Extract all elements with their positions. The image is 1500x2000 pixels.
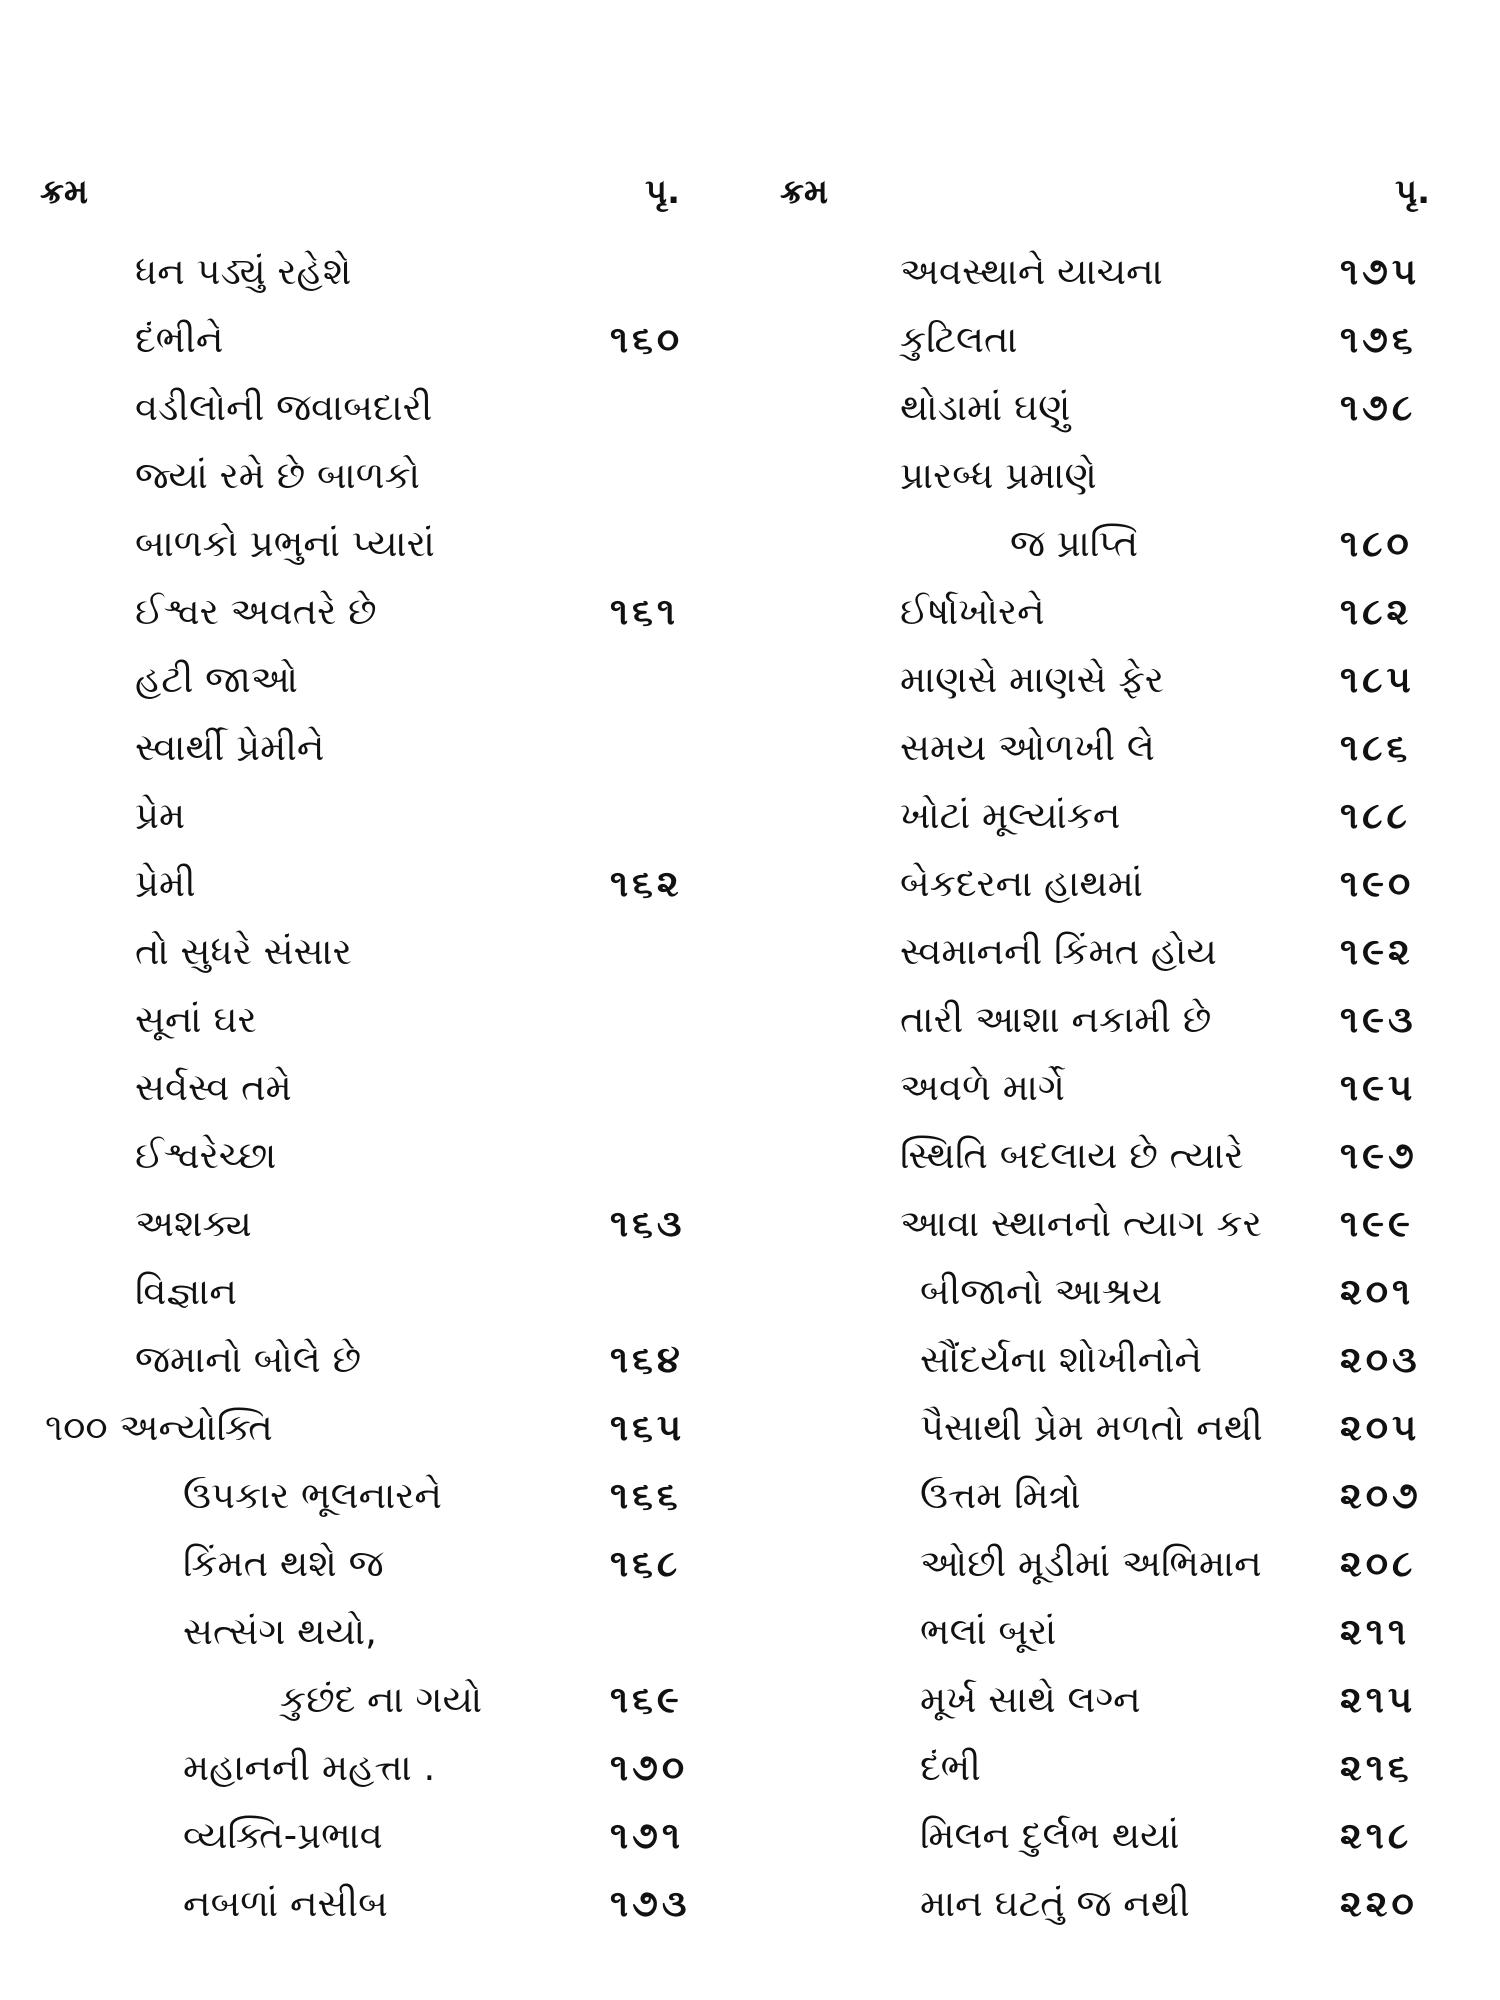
entry-title: મહાનની મહત્તા .: [183, 1746, 436, 1789]
entry-page-number: ૧૮૨: [1340, 590, 1413, 633]
entry-title: પૈસાથી પ્રેમ મળતો નથી: [920, 1406, 1263, 1449]
entry-page-number: ૧૯૯: [1340, 1202, 1414, 1245]
entry-title: ભલાં બૂરાં: [920, 1610, 1057, 1653]
entry-page-number: ૧૬૪: [610, 1338, 684, 1381]
entry-page-number: ૧૭૬: [1340, 318, 1417, 361]
entry-title: અવસ્થાને યાચના: [900, 250, 1163, 293]
entry-title: વિજ્ઞાન: [135, 1270, 237, 1313]
entry-page-number: ૨૧૧: [1340, 1610, 1410, 1653]
entry-page-number: ૧૬૬: [610, 1474, 682, 1517]
entry-page-number: ૧૭૩: [610, 1882, 691, 1925]
entry-title: બાળકો પ્રભુનાં પ્યારાં: [135, 522, 435, 565]
entry-title: ઉપકાર ભૂલનારને: [183, 1474, 442, 1517]
entry-page-number: ૧૭૧: [610, 1814, 684, 1857]
entry-page-number: ૧૬૯: [610, 1678, 683, 1721]
entry-page-number: ૧૮૫: [1340, 658, 1415, 701]
entry-page-number: ૨૨૦: [1340, 1882, 1418, 1925]
entry-title: ૧૦૦ અન્યોક્તિ: [45, 1406, 273, 1449]
entry-title: માણસે માણસે ફેર: [900, 658, 1164, 701]
entry-page-number: ૧૬૦: [610, 318, 684, 361]
entry-title: કિંમત થશે જ: [183, 1542, 384, 1585]
entry-page-number: ૨૧૬: [1340, 1746, 1413, 1789]
entry-title: માન ઘટતું જ નથી: [920, 1882, 1190, 1925]
entry-title: આવા સ્થાનનો ત્યાગ કર: [900, 1202, 1262, 1245]
entry-page-number: ૧૬૧: [610, 590, 679, 633]
entry-page-number: ૧૬૨: [610, 862, 683, 905]
entry-title: બેકદરના હાથમાં: [900, 862, 1143, 905]
entry-title: વડીલોની જવાબદારી: [135, 386, 433, 429]
entry-title: સૂનાં ઘર: [135, 998, 257, 1041]
entry-page-number: ૨૦૫: [1340, 1406, 1421, 1449]
entry-title: જમાનો બોલે છે: [135, 1338, 362, 1381]
left-page-header: પૃ.: [645, 172, 680, 212]
entry-title: જ્યાં રમે છે બાળકો: [135, 454, 420, 497]
entry-title: વ્યક્તિ-પ્રભાવ: [183, 1814, 383, 1857]
entry-title: કુટિલતા: [900, 318, 1018, 361]
entry-page-number: ૧૭૮: [1340, 386, 1417, 429]
entry-title: સ્વમાનની કિંમત હોય: [900, 930, 1217, 973]
entry-title: અવળે માર્ગે: [900, 1066, 1065, 1109]
entry-title: તો સુધરે સંસાર: [135, 930, 352, 973]
right-kram-header: ક્રમ: [780, 172, 829, 212]
entry-page-number: ૧૮૦: [1340, 522, 1413, 565]
entry-page-number: ૧૯૨: [1340, 930, 1414, 973]
entry-title: પ્રારબ્ધ પ્રમાણે: [900, 454, 1097, 497]
entry-page-number: ૧૯૫: [1340, 1066, 1417, 1109]
entry-page-number: ૧૭૦: [610, 1746, 689, 1789]
entry-page-number: ૧૮૮: [1340, 794, 1411, 837]
entry-title: સમય ઓળખી લે: [900, 726, 1155, 769]
entry-title: ઈર્ષાખોરને: [900, 590, 1045, 633]
entry-title: બીજાનો આશ્રય: [920, 1270, 1163, 1313]
entry-page-number: ૨૦૩: [1340, 1338, 1421, 1381]
entry-page-number: ૧૬૩: [610, 1202, 686, 1245]
entry-title: ઈશ્વરેચ્છા: [135, 1134, 277, 1177]
entry-page-number: ૧૬૮: [610, 1542, 682, 1585]
entry-page-number: ૨૧૮: [1340, 1814, 1413, 1857]
entry-title: સ્વાર્થી પ્રેમીને: [135, 726, 325, 769]
entry-title: સ્થિતિ બદલાય છે ત્યારે: [900, 1134, 1244, 1177]
left-kram-header: ક્રમ: [40, 172, 89, 212]
entry-title: કુછંદ ના ગયો: [280, 1678, 483, 1721]
entry-title: તારી આશા નકામી છે: [900, 998, 1212, 1041]
entry-title: મિલન દુર્લભ થયાં: [920, 1814, 1180, 1857]
right-page-header: પૃ.: [1395, 172, 1430, 212]
entry-title: જ પ્રાપ્તિ: [1010, 522, 1139, 565]
entry-title: ઓછી મૂડીમાં અભિમાન: [920, 1542, 1262, 1585]
entry-page-number: ૨૦૮: [1340, 1542, 1417, 1585]
entry-title: સૌંદર્યના શોખીનોને: [920, 1338, 1203, 1381]
entry-title: પ્રેમ: [135, 794, 186, 837]
entry-title: ખોટાં મૂલ્યાંકન: [900, 794, 1121, 837]
entry-page-number: ૧૯૭: [1340, 1134, 1418, 1177]
entry-page-number: ૧૮૬: [1340, 726, 1412, 769]
entry-title: થોડામાં ઘણું: [900, 386, 1071, 429]
entry-title: હટી જાઓ: [135, 658, 298, 701]
entry-page-number: ૨૧૫: [1340, 1678, 1417, 1721]
entry-title: નબળાં નસીબ: [183, 1882, 388, 1925]
entry-title: ઈશ્વર અવતરે છે: [135, 590, 377, 633]
entry-page-number: ૧૬૫: [610, 1406, 686, 1449]
entry-page-number: ૨૦૭: [1340, 1474, 1422, 1517]
entry-page-number: ૧૭૫: [1340, 250, 1421, 293]
entry-title: અશક્ય: [135, 1202, 252, 1245]
entry-page-number: ૧૯૦: [1340, 862, 1415, 905]
entry-page-number: ૧૯૩: [1340, 998, 1417, 1041]
entry-title: ધન પડ્યું રહેશે: [135, 250, 352, 293]
entry-title: મૂર્ખ સાથે લગ્ન: [920, 1678, 1141, 1721]
entry-title: સત્સંગ થયો,: [183, 1610, 377, 1653]
entry-title: સર્વસ્વ તમે: [135, 1066, 292, 1109]
entry-title: દંભી: [920, 1746, 981, 1789]
entry-page-number: ૨૦૧: [1340, 1270, 1415, 1313]
entry-title: દંભીને: [135, 318, 224, 361]
entry-title: ઉત્તમ મિત્રો: [920, 1474, 1081, 1517]
entry-title: પ્રેમી: [135, 862, 196, 905]
